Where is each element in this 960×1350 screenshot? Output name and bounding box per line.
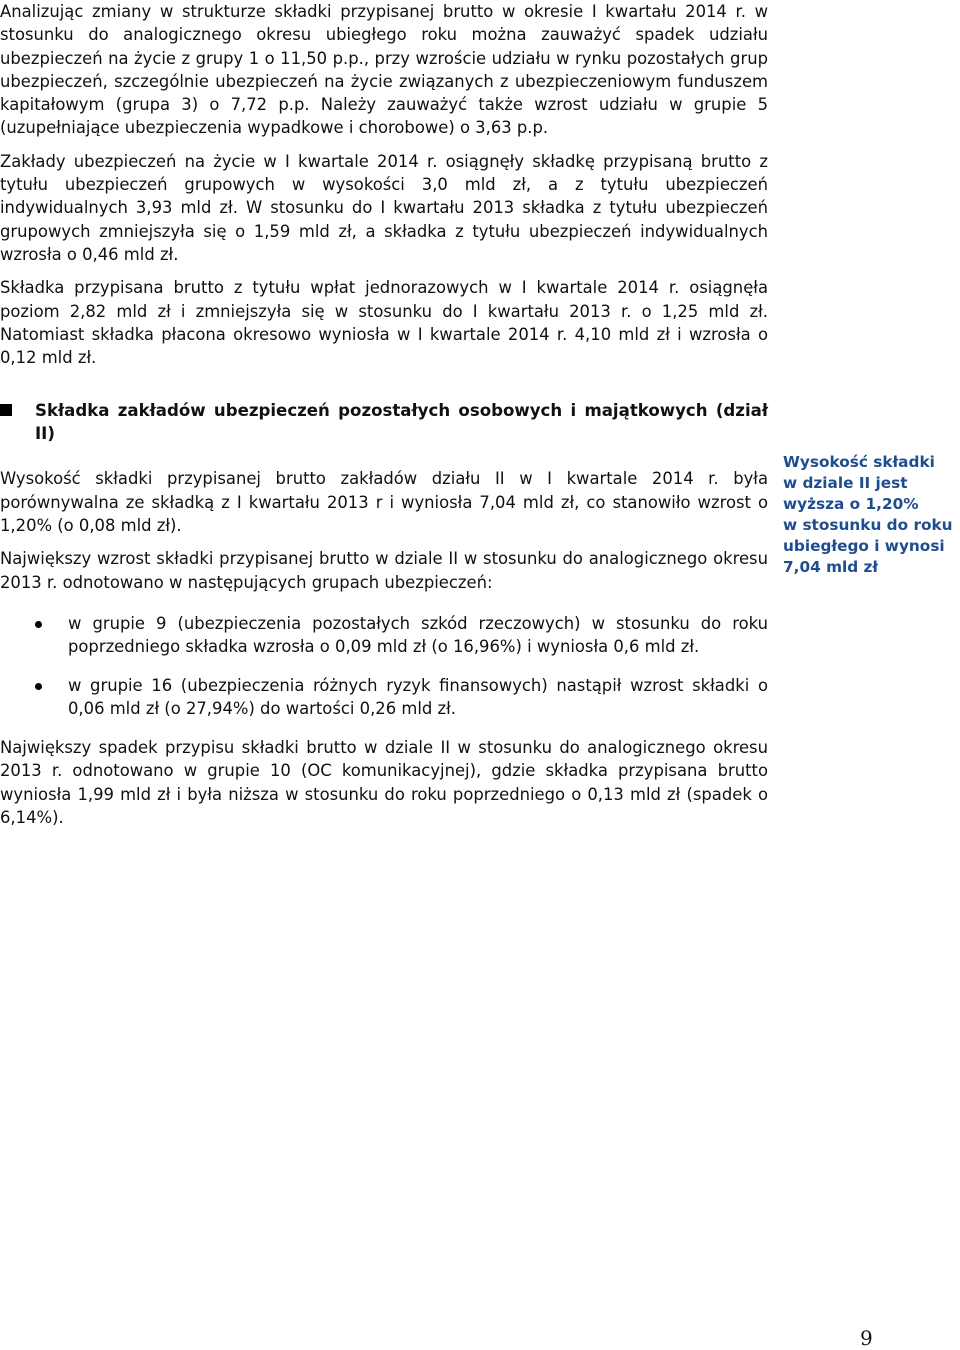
paragraph-largest-growth-intro: Największy wzrost składki przypisanej brutto w dziale II w stosunku do analogicznego okresu 2013 r. odnotowano w następujących grupach ubezpieczeń: (0, 549, 768, 592)
page-number: 9 (860, 1326, 873, 1350)
sidebar-note-line: 7,04 mld zł (783, 558, 879, 576)
bullet-dot-icon (35, 683, 42, 690)
section-heading (0, 399, 768, 445)
growth-groups-list (0, 612, 768, 720)
paragraph-structure-change: Analizując zmiany w strukturze składki przypisanej brutto w okresie I kwartału 2014 r. w stosunku do analogicznego okresu ubiegłego roku można zauważyć spadek udziału ubezpieczeń na życie z grupy 1 o 11,50 p.p., przy wzroście udziału w rynku pozostałych grup ubezpieczeń, szczególnie ubezpieczeń na życie związanych z ubezpieczeniowym funduszem kapitałowym (grupa 3) o 7,72 p.p. Należy zauważyć także wzrost udziału w grupie 5 (uzupełniające ubezpieczenia wypadkowe i chorobowe) o 3,63 p.p. (0, 2, 768, 138)
list-item (0, 612, 768, 659)
paragraph-dzial-ii-premium: Wysokość składki przypisanej brutto zakładów działu II w I kwartale 2014 r. była porównywalna ze składką z I kwartału 2013 r i wyniosła 7,04 mld zł, co stanowiło wzrost o 1,20% (o 0,08 mld zł). (0, 469, 768, 536)
paragraph-largest-decline: Największy spadek przypisu składki brutto w dziale II w stosunku do analogicznego okresu 2013 r. odnotowano w grupie 10 (OC komunikacyjnej), gdzie składka przypisana brutto wyniosła 1,99 mld zł i była niższa w stosunku do roku poprzedniego o 0,13 mld zł (spadek o 6,14%). (0, 738, 768, 828)
main-column (0, 0, 768, 839)
sidebar-note-line: wyższa o 1,20% (783, 495, 919, 513)
bullet-dot-icon (35, 621, 42, 628)
paragraph-single-periodic: Składka przypisana brutto z tytułu wpłat jednorazowych w I kwartale 2014 r. osiągnęła poziom 2,82 mld zł i zmniejszyła się w stosunku do I kwartału 2013 r. o 1,25 mld zł. Natomiast składka płacona okresowo wyniosła w I kwartale 2014 r. 4,10 mld zł i wzrosła o 0,12 mld zł. (0, 278, 768, 368)
sidebar-note (783, 452, 960, 578)
sidebar-note-line: ubiegłego i wynosi (783, 537, 945, 555)
square-bullet-icon (0, 404, 12, 416)
list-item-text: w grupie 16 (ubezpieczenia różnych ryzyk finansowych) nastąpił wzrost składki o 0,06 mld zł (o 27,94%) do wartości 0,26 mld zł. (68, 675, 768, 718)
sidebar-note-line: Wysokość składki (783, 453, 935, 471)
sidebar-note-line: w stosunku do roku (783, 516, 953, 534)
list-item-text: w grupie 9 (ubezpieczenia pozostałych szkód rzeczowych) w stosunku do roku poprzedniego składka wzrosła o 0,09 mld zł (o 16,96%) i wyniosła 0,6 mld zł. (68, 613, 768, 657)
list-item (0, 674, 768, 721)
sidebar-note-line: w dziale II jest (783, 474, 908, 492)
section-heading-text: Składka zakładów ubezpieczeń pozostałych osobowych i majątkowych (dział II) (35, 401, 768, 444)
paragraph-group-individual: Zakłady ubezpieczeń na życie w I kwartale 2014 r. osiągnęły składkę przypisaną brutto z tytułu ubezpieczeń grupowych w wysokości 3,0 mld zł, a z tytułu ubezpieczeń indywidualnych 3,93 mld zł. W stosunku do I kwartału 2013 składka z tytułu ubezpieczeń grupowych zmniejszyła się o 1,59 mld zł, a składka z tytułu ubezpieczeń indywidualnych wzrosła o 0,46 mld zł. (0, 151, 768, 264)
